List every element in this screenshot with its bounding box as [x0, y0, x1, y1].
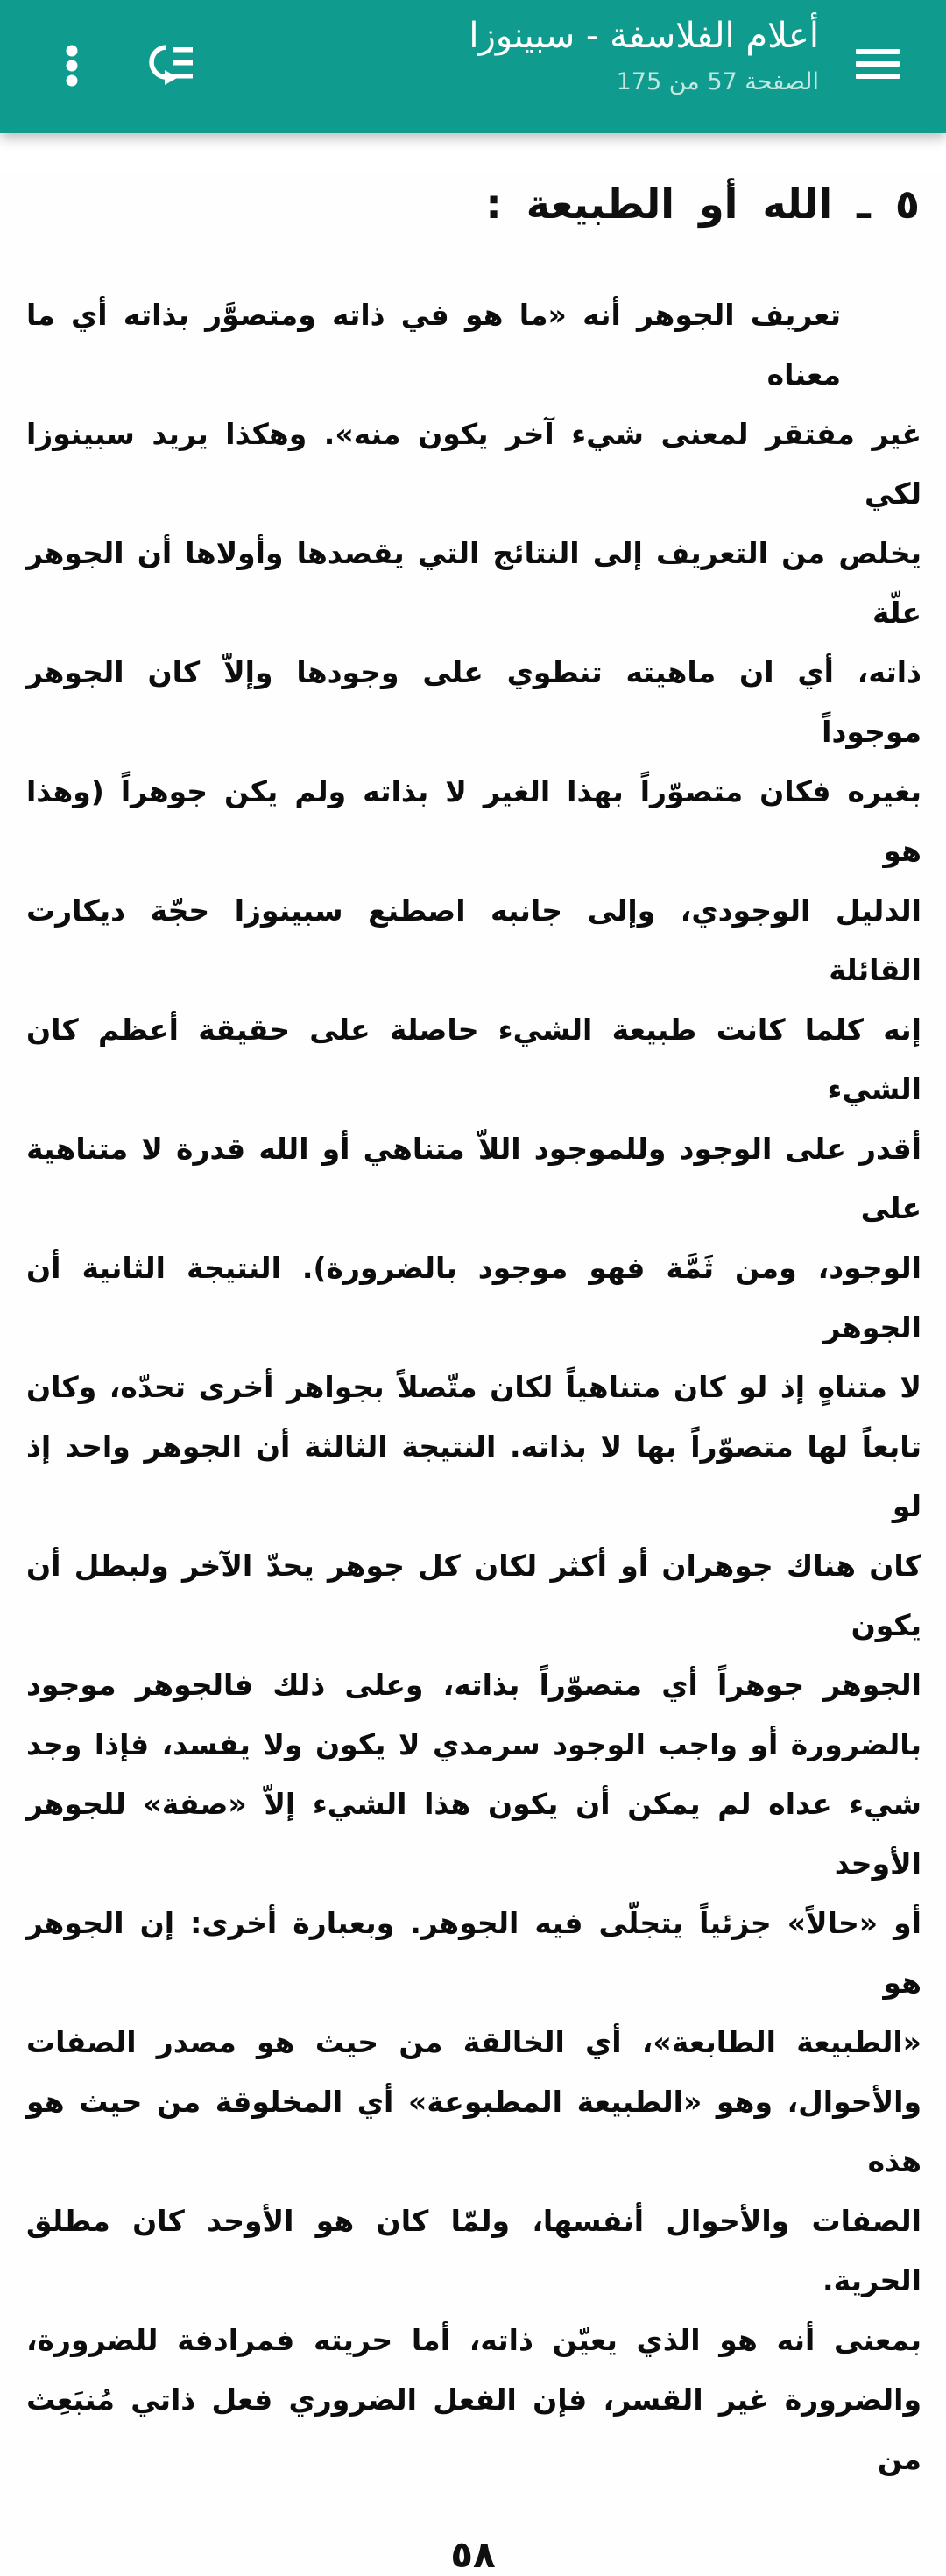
text-line: تعريف الجوهر أنه «ما هو في ذاته ومتصوَّر بذاته أي ما معناه	[26, 298, 841, 392]
header-titles	[219, 12, 819, 97]
text-line: الجوهر جوهراً أي متصوّراً بذاته، وعلى ذلك فالجوهر موجود	[26, 1668, 921, 1702]
page-indicator: الصفحة 57 من 175	[616, 68, 819, 95]
continuous-scroll-icon	[142, 42, 194, 88]
app-bar	[0, 0, 946, 133]
book-title: أعلام الفلاسفة - سبينوزا	[469, 16, 819, 56]
text-line: إنه كلما كانت طبيعة الشيء حاصلة على حقيقة أعظم كان الشيء	[26, 1013, 921, 1106]
menu-button[interactable]	[856, 49, 900, 79]
text-line: بمعنى أنه هو الذي يعيّن ذاته، أما حريته فمرادفة للضرورة،	[26, 2323, 921, 2357]
text-line: شيء عداه لم يمكن أن يكون هذا الشيء إلاّ «صفة» للجوهر الأوحد	[26, 1787, 921, 1881]
text-line: الصفات والأحوال أنفسها، ولمّا كان هو الأوحد كان مطلق الحرية.	[26, 2204, 921, 2297]
text-line: أو «حالاً» جزئياً يتجلّى فيه الجوهر. وبعبارة أخرى: إن الجوهر هو	[26, 1906, 921, 2000]
text-line: أقدر على الوجود وللموجود اللاّ متناهي أو الله قدرة لا متناهية على	[26, 1132, 921, 1225]
text-line: الدليل الوجودي، وإلى جانبه اصطنع سبينوزا حجّة ديكارت القائلة	[26, 893, 921, 987]
text-line: بالضرورة أو واجب الوجود سرمدي لا يكون ولا يفسد، فإذا وجد	[26, 1727, 921, 1761]
text-line: ذاته، أي ان ماهيته تنطوي على وجودها وإلاّ كان الجوهر موجوداً	[26, 655, 921, 749]
text-line: والضرورة غير القسر، فإن الفعل الضروري فعل ذاتي مُنبَعِث من	[26, 2382, 921, 2476]
text-line: غير مفتقر لمعنى شيء آخر يكون منه». وهكذا يريد سبينوزا لكي	[26, 417, 921, 511]
text-line: تابعاً لها متصوّراً بها لا بذاته. النتيجة الثالثة أن الجوهر واحد إذ لو	[26, 1429, 921, 1523]
hamburger-menu-icon	[856, 49, 900, 54]
text-line: الوجود، ومن ثَمَّة فهو موجود بالضرورة). النتيجة الثانية أن الجوهر	[26, 1251, 921, 1344]
kebab-three-dots-icon	[60, 45, 83, 87]
section-heading: ٥ ـ الله أو الطبيعة :	[485, 180, 920, 228]
text-line: «الطبيعة الطابعة»، أي الخالقة من حيث هو مصدر الصفات	[26, 2025, 921, 2059]
text-line: لا متناهٍ إذ لو كان متناهياً لكان متّصلاً بجواهر أخرى تحدّه، وكان	[26, 1370, 921, 1404]
page-number: ٥٨	[450, 2533, 496, 2576]
text-line: والأحوال، وهو «الطبيعة المطبوعة» أي المخلوقة من حيث هو هذه	[26, 2085, 921, 2178]
text-line: يخلص من التعريف إلى النتائج التي يقصدها وأولاها أن الجوهر علّة	[26, 536, 921, 630]
text-line: بغيره فكان متصوّراً بهذا الغير لا بذاته ولم يكن جوهراً (وهذا هو	[26, 774, 921, 868]
book-page[interactable]	[0, 173, 946, 2576]
page-text	[26, 286, 921, 2489]
reading-mode-button[interactable]	[142, 42, 194, 88]
overflow-menu-button[interactable]	[60, 45, 83, 87]
text-line: كان هناك جوهران أو أكثر لكان كل جوهر يحدّ الآخر ولبطل أن يكون	[26, 1549, 921, 1642]
